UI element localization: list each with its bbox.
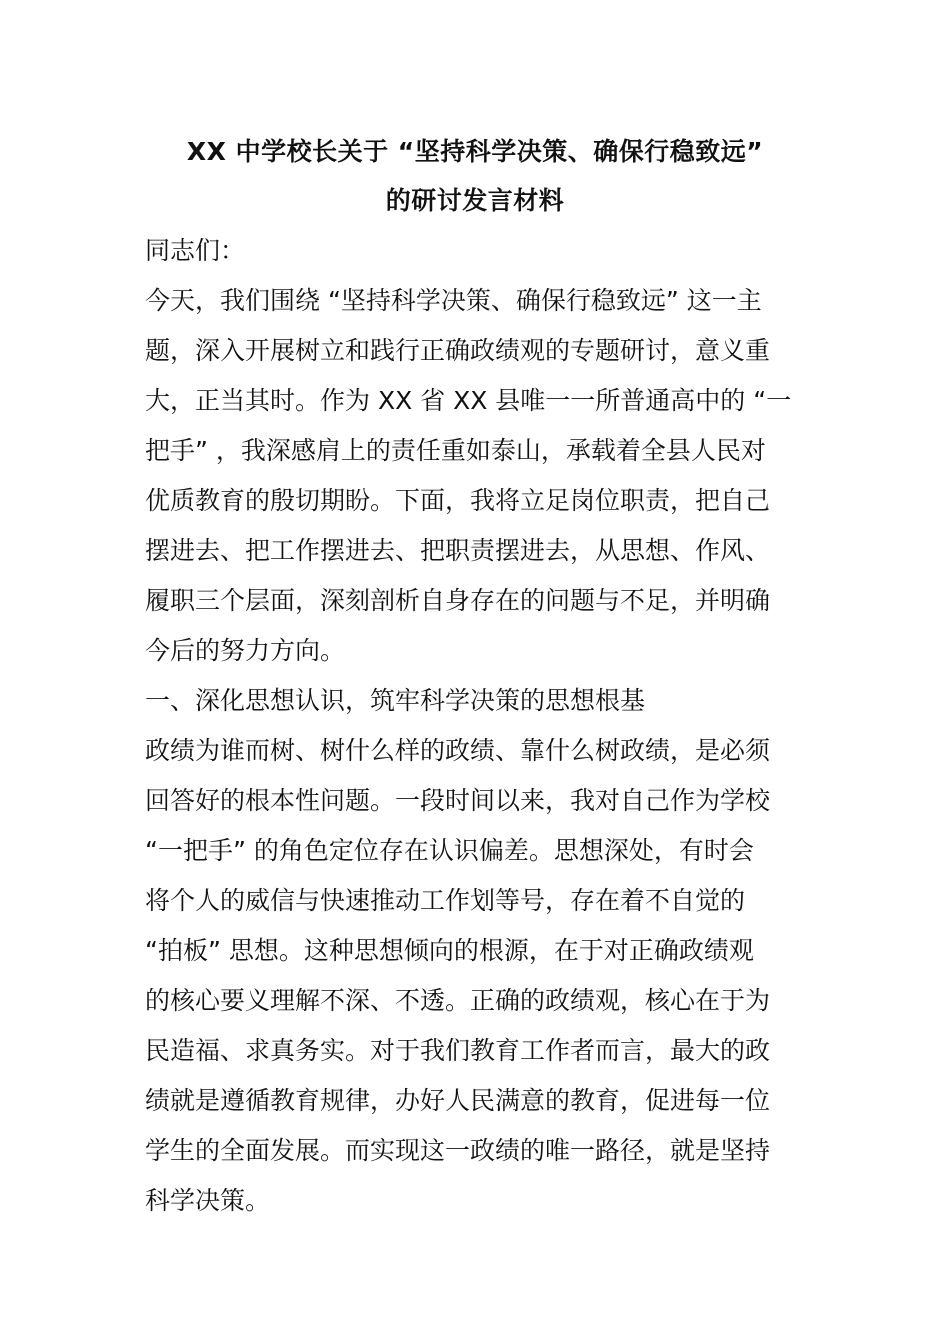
body-line: 的核心要义理解不深、不透。正确的政绩观，核心在于为 (145, 986, 771, 1015)
document-title-line-2: 的研讨发言材料 (385, 186, 565, 215)
body-line: 将个人的威信与快速推动工作划等号，存在着不自觉的 (145, 886, 746, 915)
body-line: 履职三个层面，深刻剖析自身存在的问题与不足，并明确 (145, 586, 771, 615)
body-line: 今后的努力方向。 (145, 636, 346, 665)
salutation: 同志们： (145, 236, 246, 265)
body-line: 绩就是遵循教育规律，办好人民满意的教育，促进每一位 (145, 1086, 771, 1115)
body-line: 学生的全面发展。而实现这一政绩的唯一路径，就是坚持 (145, 1136, 771, 1165)
body-line: 优质教育的殷切期盼。下面，我将立足岗位职责，把自己 (145, 486, 771, 515)
body-line: “一把手” 的角色定位存在认识偏差。思想深处，有时会 (145, 836, 754, 865)
body-line: 回答好的根本性问题。一段时间以来，我对自己作为学校 (145, 786, 771, 815)
body-line: “拍板” 思想。这种思想倾向的根源，在于对正确政绩观 (145, 936, 754, 965)
section-heading: 一、深化思想认识，筑牢科学决策的思想根基 (145, 686, 646, 715)
body-line: 摆进去、把工作摆进去、把职责摆进去，从思想、作风、 (145, 536, 771, 565)
body-line: 把手” ，我深感肩上的责任重如泰山，承载着全县人民对 (145, 436, 766, 465)
body-line: 今天，我们围绕 “坚持科学决策、确保行稳致远” 这一主 (145, 286, 762, 315)
body-line: 大，正当其时。作为 XX 省 XX 县唯一一所普通高中的 “一 (145, 386, 792, 415)
body-line: 民造福、求真务实。对于我们教育工作者而言，最大的政 (145, 1036, 771, 1065)
document-title-line-1: XX 中学校长关于 “坚持科学决策、确保行稳致远” (186, 137, 764, 166)
body-line: 题，深入开展树立和践行正确政绩观的专题研讨，意义重 (145, 336, 771, 365)
document-body (145, 226, 810, 1226)
body-line: 科学决策。 (145, 1186, 271, 1215)
body-line: 政绩为谁而树、树什么样的政绩、靠什么树政绩，是必须 (145, 736, 771, 765)
